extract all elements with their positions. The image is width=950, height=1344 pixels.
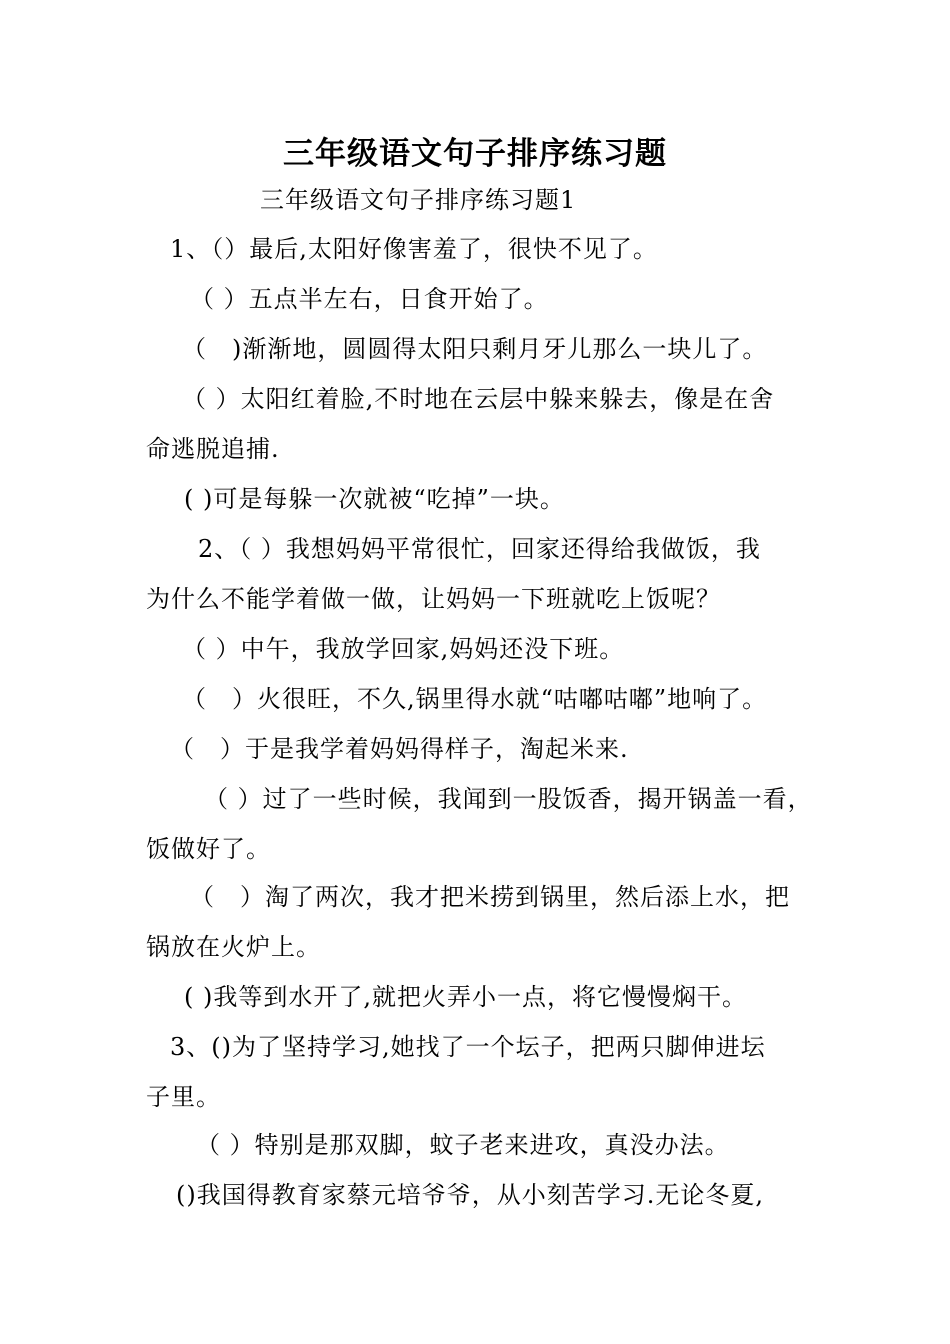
paragraph-line: （ )渐渐地，圆圆得太阳只剩月牙儿那么一块儿了。 [182, 335, 768, 363]
page-title: 三年级语文句子排序练习题 [283, 136, 667, 172]
paragraph-line: ()我国得教育家蔡元培爷爷，从小刻苦学习.无论冬夏, [176, 1181, 764, 1209]
paragraph-line: （ ）特别是那双脚，蚊子老来进攻，真没办法。 [196, 1131, 730, 1159]
paragraph-line: 子里。 [146, 1083, 221, 1111]
paragraph-line: （ ）火很旺，不久,锅里得水就“咕嘟咕嘟”地响了。 [182, 685, 768, 713]
paragraph-line: （ ）淘了两次，我才把米捞到锅里，然后添上水，把 [190, 883, 790, 911]
paragraph-line: 3、()为了坚持学习,她找了一个坛子，把两只脚伸进坛 [170, 1033, 766, 1061]
paragraph-line: （ ）于是我学着妈妈得样子，淘起米来. [170, 735, 629, 763]
paragraph-line: （ ）中午，我放学回家,妈妈还没下班。 [182, 635, 625, 663]
paragraph-line: 1、（）最后,太阳好像害羞了，很快不见了。 [170, 235, 658, 263]
paragraph-line: （ ）五点半左右，日食开始了。 [190, 285, 549, 313]
paragraph-line: 锅放在火炉上。 [146, 933, 321, 961]
subtitle: 三年级语文句子排序练习题1 [260, 186, 577, 214]
paragraph-line: 为什么不能学着做一做，让妈妈一下班就吃上饭呢？ [146, 585, 721, 613]
paragraph-line: ( )可是每躲一次就被“吃掉”一块。 [184, 485, 565, 513]
paragraph-line: ( )我等到水开了,就把火弄小一点，将它慢慢焖干。 [184, 983, 747, 1011]
paragraph-line: （ ）过了一些时候，我闻到一股饭香，揭开锅盖一看， [204, 785, 813, 813]
paragraph-line: 饭做好了。 [146, 835, 271, 863]
paragraph-line: （ ）太阳红着脸,不时地在云层中躲来躲去，像是在舍 [182, 385, 775, 413]
paragraph-line: 2、（ ）我想妈妈平常很忙，回家还得给我做饭，我 [198, 535, 761, 563]
paragraph-line: 命逃脱追捕. [146, 435, 280, 463]
